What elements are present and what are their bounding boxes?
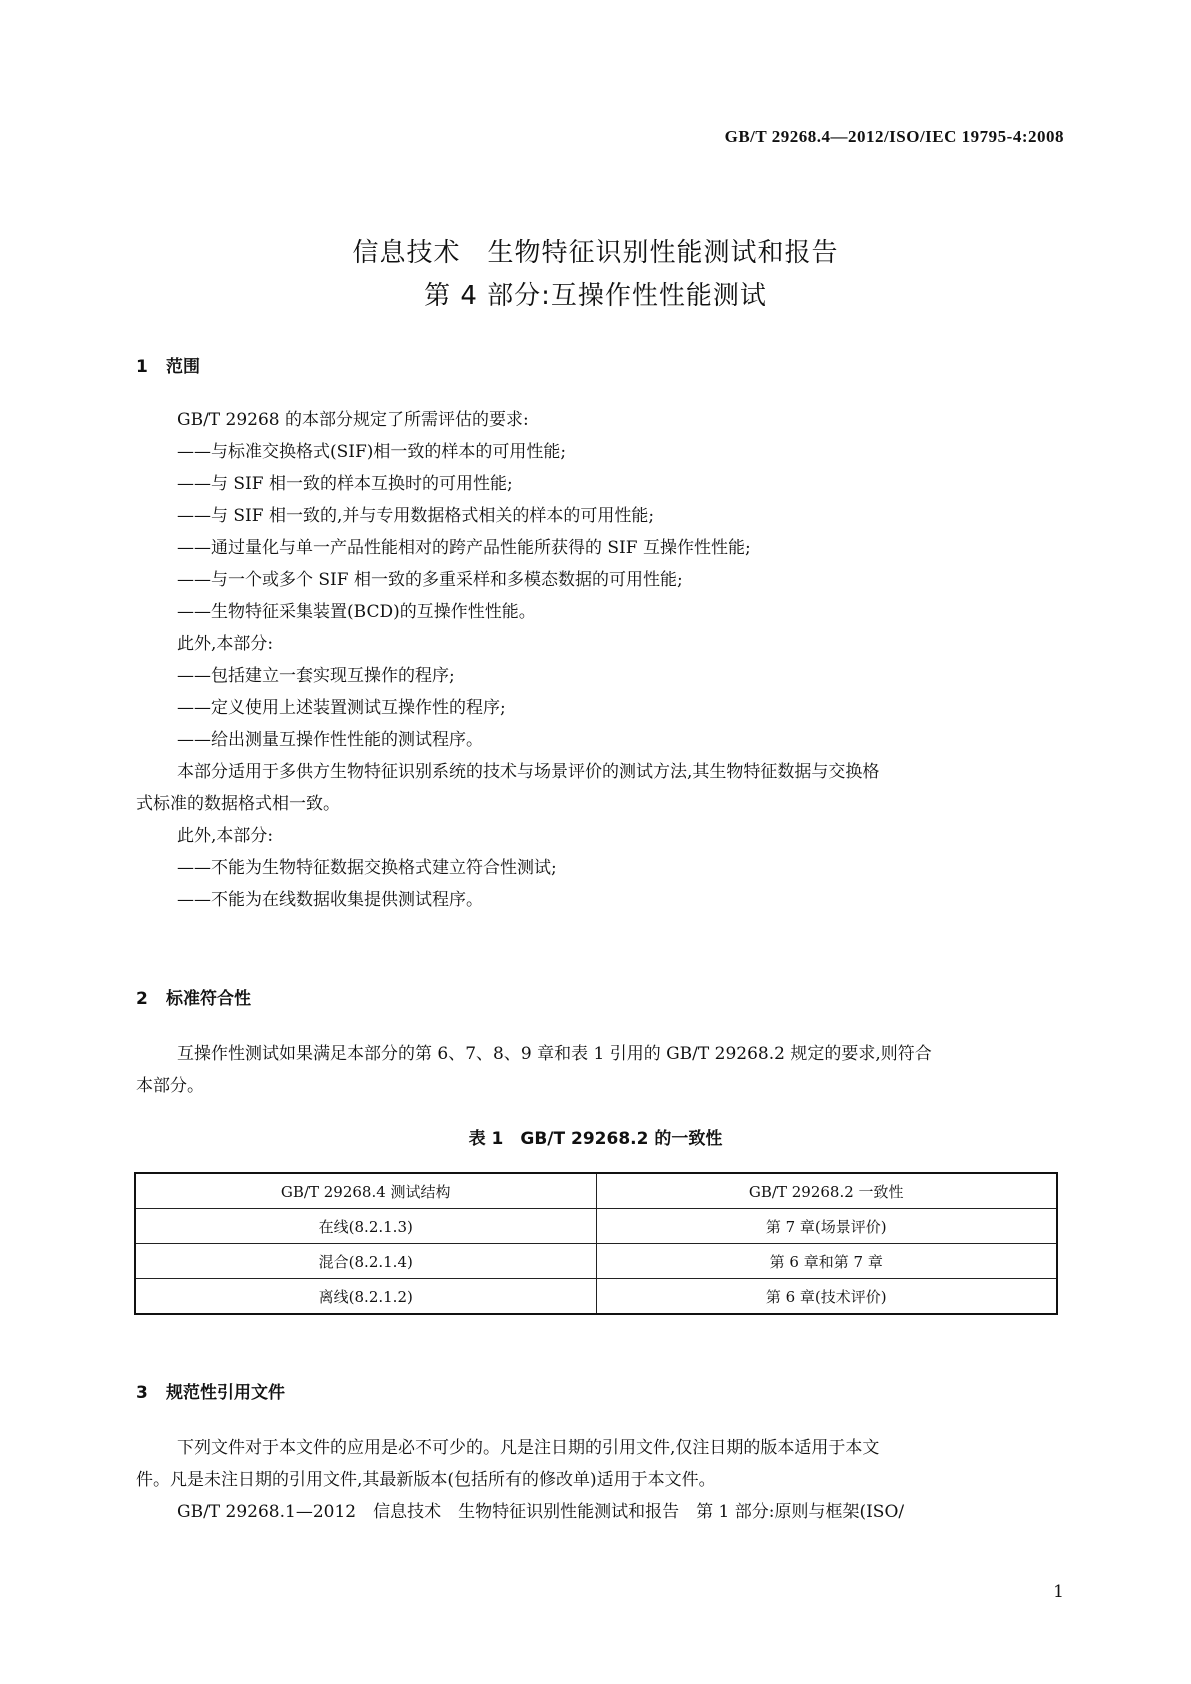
table-cell: 混合(8.2.1.4) <box>135 1244 596 1279</box>
list-item: ——不能为生物特征数据交换格式建立符合性测试; <box>177 858 557 878</box>
section-2-heading <box>136 984 251 1009</box>
table-row <box>135 1279 1057 1315</box>
section-number: 1 <box>136 357 148 377</box>
table-row <box>135 1244 1057 1279</box>
document-title-line2: 第 4 部分:互操作性性能测试 <box>424 281 767 311</box>
section-title: 规范性引用文件 <box>166 1383 285 1403</box>
paragraph-line: 式标准的数据格式相一致。 <box>136 794 340 814</box>
paragraph-line: GB/T 29268 的本部分规定了所需评估的要求: <box>177 410 529 430</box>
paragraph-line: 下列文件对于本文件的应用是必不可少的。凡是注日期的引用文件,仅注日期的版本适用于本文 <box>177 1438 880 1458</box>
list-item: ——生物特征采集装置(BCD)的互操作性性能。 <box>177 602 536 622</box>
list-item: ——与一个或多个 SIF 相一致的多重采样和多模态数据的可用性能; <box>177 570 683 590</box>
section-title: 范围 <box>166 357 200 377</box>
list-item: ——通过量化与单一产品性能相对的跨产品性能所获得的 SIF 互操作性性能; <box>177 538 751 558</box>
document-title-line1: 信息技术 生物特征识别性能测试和报告 <box>352 238 839 268</box>
page-number: 1 <box>1053 1582 1064 1602</box>
table-cell: 离线(8.2.1.2) <box>135 1279 596 1315</box>
list-item: ——包括建立一套实现互操作的程序; <box>177 666 455 686</box>
section-number: 3 <box>136 1383 148 1403</box>
list-item: ——不能为在线数据收集提供测试程序。 <box>177 890 483 910</box>
table-cell: 第 7 章(场景评价) <box>596 1209 1057 1244</box>
section-2-body <box>136 1038 1056 1102</box>
table-header-cell: GB/T 29268.2 一致性 <box>596 1173 1057 1209</box>
list-item: ——与 SIF 相一致的样本互换时的可用性能; <box>177 474 513 494</box>
list-item: ——与标准交换格式(SIF)相一致的样本的可用性能; <box>177 442 567 462</box>
section-3-body <box>136 1432 1056 1528</box>
section-3-heading <box>136 1378 285 1403</box>
table-cell: 第 6 章和第 7 章 <box>596 1244 1057 1279</box>
section-title: 标准符合性 <box>166 989 251 1009</box>
conformance-table <box>134 1172 1058 1315</box>
section-number: 2 <box>136 989 148 1009</box>
list-item: ——给出测量互操作性性能的测试程序。 <box>177 730 483 750</box>
table-cell: 在线(8.2.1.3) <box>135 1209 596 1244</box>
section-1-heading <box>136 352 200 377</box>
table-cell: 第 6 章(技术评价) <box>596 1279 1057 1315</box>
list-item: ——与 SIF 相一致的,并与专用数据格式相关的样本的可用性能; <box>177 506 655 526</box>
paragraph-line: 件。凡是未注日期的引用文件,其最新版本(包括所有的修改单)适用于本文件。 <box>136 1470 716 1490</box>
paragraph-line: 此外,本部分: <box>177 826 274 846</box>
section-1-body <box>136 404 1056 916</box>
reference-item: GB/T 29268.1—2012 信息技术 生物特征识别性能测试和报告 第 1 部分:原则与框架(ISO/ <box>177 1502 905 1522</box>
list-item: ——定义使用上述装置测试互操作性的程序; <box>177 698 506 718</box>
standard-code: GB/T 29268.4—2012/ISO/IEC 19795-4:2008 <box>724 127 1064 146</box>
table-row <box>135 1209 1057 1244</box>
paragraph-line: 互操作性测试如果满足本部分的第 6、7、8、9 章和表 1 引用的 GB/T 29268.2 规定的要求,则符合 <box>177 1044 932 1064</box>
table-header-row <box>135 1173 1057 1209</box>
paragraph-line: 此外,本部分: <box>177 634 274 654</box>
table-caption: 表 1 GB/T 29268.2 的一致性 <box>468 1129 723 1149</box>
paragraph-line: 本部分。 <box>136 1076 204 1096</box>
paragraph-line: 本部分适用于多供方生物特征识别系统的技术与场景评价的测试方法,其生物特征数据与交换格 <box>177 762 880 782</box>
table-header-cell: GB/T 29268.4 测试结构 <box>135 1173 596 1209</box>
